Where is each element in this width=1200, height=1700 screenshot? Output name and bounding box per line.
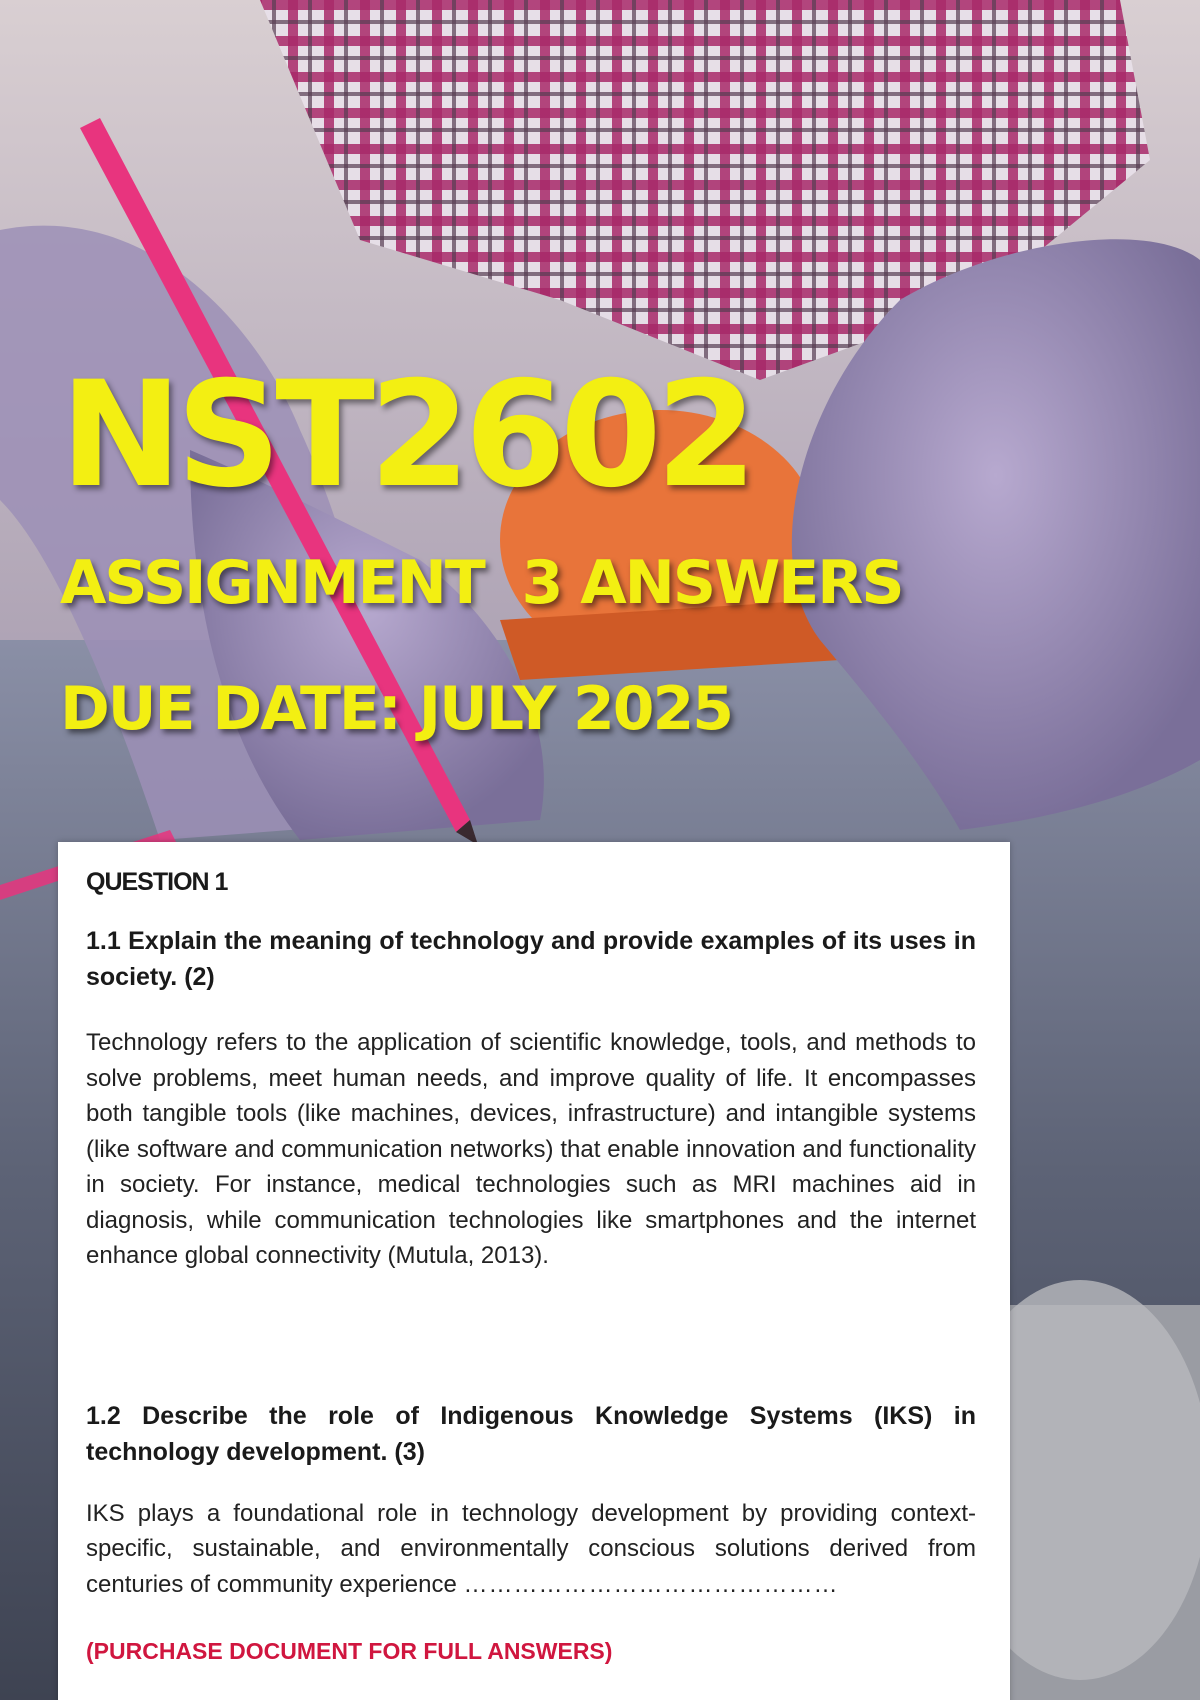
due-date-subtitle: DUE DATE: JULY 2025	[60, 674, 733, 744]
truncation-ellipsis: ………………………………………	[463, 1570, 839, 1598]
question-1-1-answer: Technology refers to the application of scientific knowledge, tools, and methods to solve problems, meet human needs, and improve quality of life. It encompasses both tangible tools (like machines, devices, infrastructure) and intangible systems (like software and communication networks) that enable innovation and functionality in society. For instance, medical technologies such as MRI machines aid in diagnosis, while communication technologies like smartphones and the internet enhance global connectivity (Mutula, 2013).	[86, 1029, 976, 1269]
question-1-2-answer-text: IKS plays a foundational role in technology development by providing context-specific, sustainable, and environmentally conscious solutions derived from centuries of community experience	[86, 1499, 976, 1598]
cover-title-block	[60, 350, 1060, 744]
course-code-title: NST2602	[60, 350, 752, 520]
purchase-notice: (PURCHASE DOCUMENT FOR FULL ANSWERS)	[86, 1638, 613, 1664]
answer-document-sheet	[58, 842, 1010, 1700]
assignment-subtitle: ASSIGNMENT 3 ANSWERS	[60, 548, 903, 618]
question-heading: QUESTION 1	[86, 868, 228, 896]
question-1-2-prompt: 1.2 Describe the role of Indigenous Knowledge Systems (IKS) in technology development. (3)	[86, 1401, 976, 1466]
question-1-1-prompt: 1.1 Explain the meaning of technology and provide examples of its uses in society. (2)	[86, 927, 976, 991]
question-1-2-answer	[86, 1496, 976, 1603]
